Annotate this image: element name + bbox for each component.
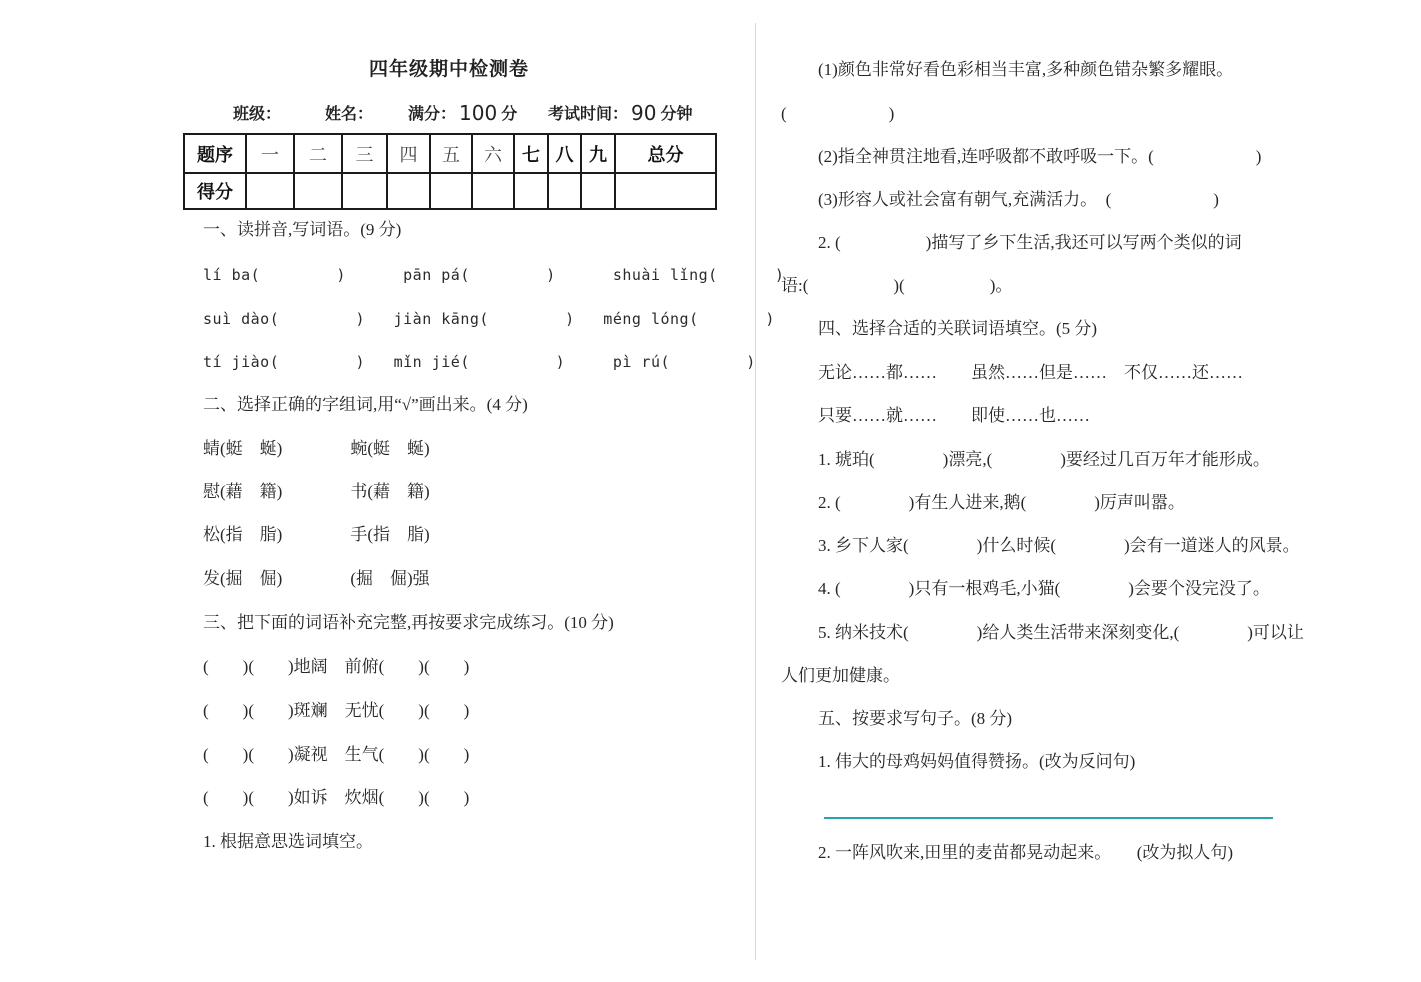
fill-blank-2: 2. ( )有生人进来,鹅( )厉声叫嚣。	[818, 493, 1185, 512]
rewrite-question-1: 1. 伟大的母鸡妈妈值得赞扬。(改为反问句)	[818, 752, 1136, 771]
score-cell	[514, 173, 548, 209]
score-cell	[548, 173, 581, 209]
class-field	[233, 101, 288, 127]
full-score-value: 100	[459, 101, 498, 125]
header-col-4: 四	[387, 134, 430, 173]
idiom-row-3: ( )( )凝视 生气( )( )	[203, 745, 470, 764]
section-1-heading: 一、读拼音,写词语。(9 分)	[203, 220, 402, 239]
header-col-3: 三	[342, 134, 387, 173]
answer-underline	[824, 817, 1273, 819]
score-row-label: 得分	[184, 173, 246, 209]
idiom-row-2: ( )( )斑斓 无忧( )( )	[203, 701, 470, 720]
score-cell	[294, 173, 342, 209]
char-choice-row-1: 蜻(蜓 蜒) 蜿(蜓 蜒)	[203, 439, 430, 458]
class-label: 班级：	[233, 106, 282, 123]
total-score-cell	[615, 173, 716, 209]
conjunction-options-row-1: 无论……都…… 虽然……但是…… 不仅……还……	[818, 363, 1243, 382]
score-cell	[387, 173, 430, 209]
exam-time-value: 90	[631, 101, 657, 125]
subquestion-1-heading: 1. 根据意思选词填空。	[203, 832, 373, 851]
char-choice-row-4: 发(掘 倔) (掘 倔)强	[203, 569, 430, 588]
score-cell	[430, 173, 472, 209]
name-field	[325, 101, 380, 127]
header-col-9: 九	[581, 134, 615, 173]
section-5-heading: 五、按要求写句子。(8 分)	[818, 709, 1013, 728]
full-score-field: 满分： 100 分	[408, 101, 518, 125]
definition-2: (2)指全神贯注地看,连呼吸都不敢呼吸一下。( )	[818, 147, 1262, 166]
char-choice-row-3: 松(指 脂) 手(指 脂)	[203, 525, 430, 544]
full-score-label: 满分：	[408, 106, 457, 123]
section-3-heading: 三、把下面的词语补充完整,再按要求完成练习。(10 分)	[203, 613, 614, 632]
pinyin-row-2: suì dào( ) jiàn kāng( ) méng lóng( )	[203, 310, 775, 328]
header-col-8: 八	[548, 134, 581, 173]
page-title: 四年级期中检测卷	[368, 59, 529, 80]
char-choice-row-2: 慰(藉 籍) 书(藉 籍)	[203, 482, 430, 501]
definition-1-blank: ( )	[781, 104, 895, 123]
fill-blank-5: 5. 纳米技术( )给人类生活带来深刻变化,( )可以让	[818, 623, 1304, 642]
fill-blank-1: 1. 琥珀( )漂亮,( )要经过几百万年才能形成。	[818, 450, 1270, 469]
conjunction-options-row-2: 只要……就…… 即使……也……	[818, 406, 1090, 425]
idiom-row-1: ( )( )地阔 前俯( )( )	[203, 657, 470, 676]
header-col-7: 七	[514, 134, 548, 173]
header-col-5: 五	[430, 134, 472, 173]
pinyin-row-3: tí jiào( ) mǐn jié( ) pì rú( )	[203, 353, 756, 371]
subquestion-2-continued: 语:( )( )。	[781, 276, 1013, 295]
score-cell	[472, 173, 514, 209]
section-2-heading: 二、选择正确的字组词,用“√”画出来。(4 分)	[203, 395, 528, 414]
header-col-1: 一	[246, 134, 294, 173]
definition-3: (3)形容人或社会富有朝气,充满活力。 ( )	[818, 190, 1219, 209]
section-4-heading: 四、选择合适的关联词语填空。(5 分)	[818, 319, 1098, 338]
header-col-6: 六	[472, 134, 514, 173]
fill-blank-5-continued: 人们更加健康。	[781, 666, 900, 685]
idiom-row-4: ( )( )如诉 炊烟( )( )	[203, 788, 470, 807]
fill-blank-4: 4. ( )只有一根鸡毛,小猫( )会要个没完没了。	[818, 579, 1270, 598]
table-row	[184, 134, 716, 173]
exam-time-label: 考试时间：	[548, 106, 629, 123]
header-col-2: 二	[294, 134, 342, 173]
definition-1: (1)颜色非常好看色彩相当丰富,多种颜色错杂繁多耀眼。	[818, 60, 1234, 79]
score-cell	[342, 173, 387, 209]
score-table	[183, 133, 717, 210]
table-row	[184, 173, 716, 209]
subquestion-2: 2. ( )描写了乡下生活,我还可以写两个类似的词	[818, 233, 1242, 252]
score-cell	[246, 173, 294, 209]
name-label: 姓名：	[325, 106, 374, 123]
header-question-order: 题序	[184, 134, 246, 173]
column-divider	[755, 23, 756, 960]
exam-time-field: 考试时间： 90 分钟	[548, 101, 693, 125]
pinyin-row-1: lí ba( ) pān pá( ) shuài lǐng( )	[203, 266, 785, 284]
score-cell	[581, 173, 615, 209]
header-total-score: 总分	[615, 134, 716, 173]
rewrite-question-2: 2. 一阵风吹来,田里的麦苗都晃动起来。 (改为拟人句)	[818, 843, 1234, 862]
fill-blank-3: 3. 乡下人家( )什么时候( )会有一道迷人的风景。	[818, 536, 1300, 555]
